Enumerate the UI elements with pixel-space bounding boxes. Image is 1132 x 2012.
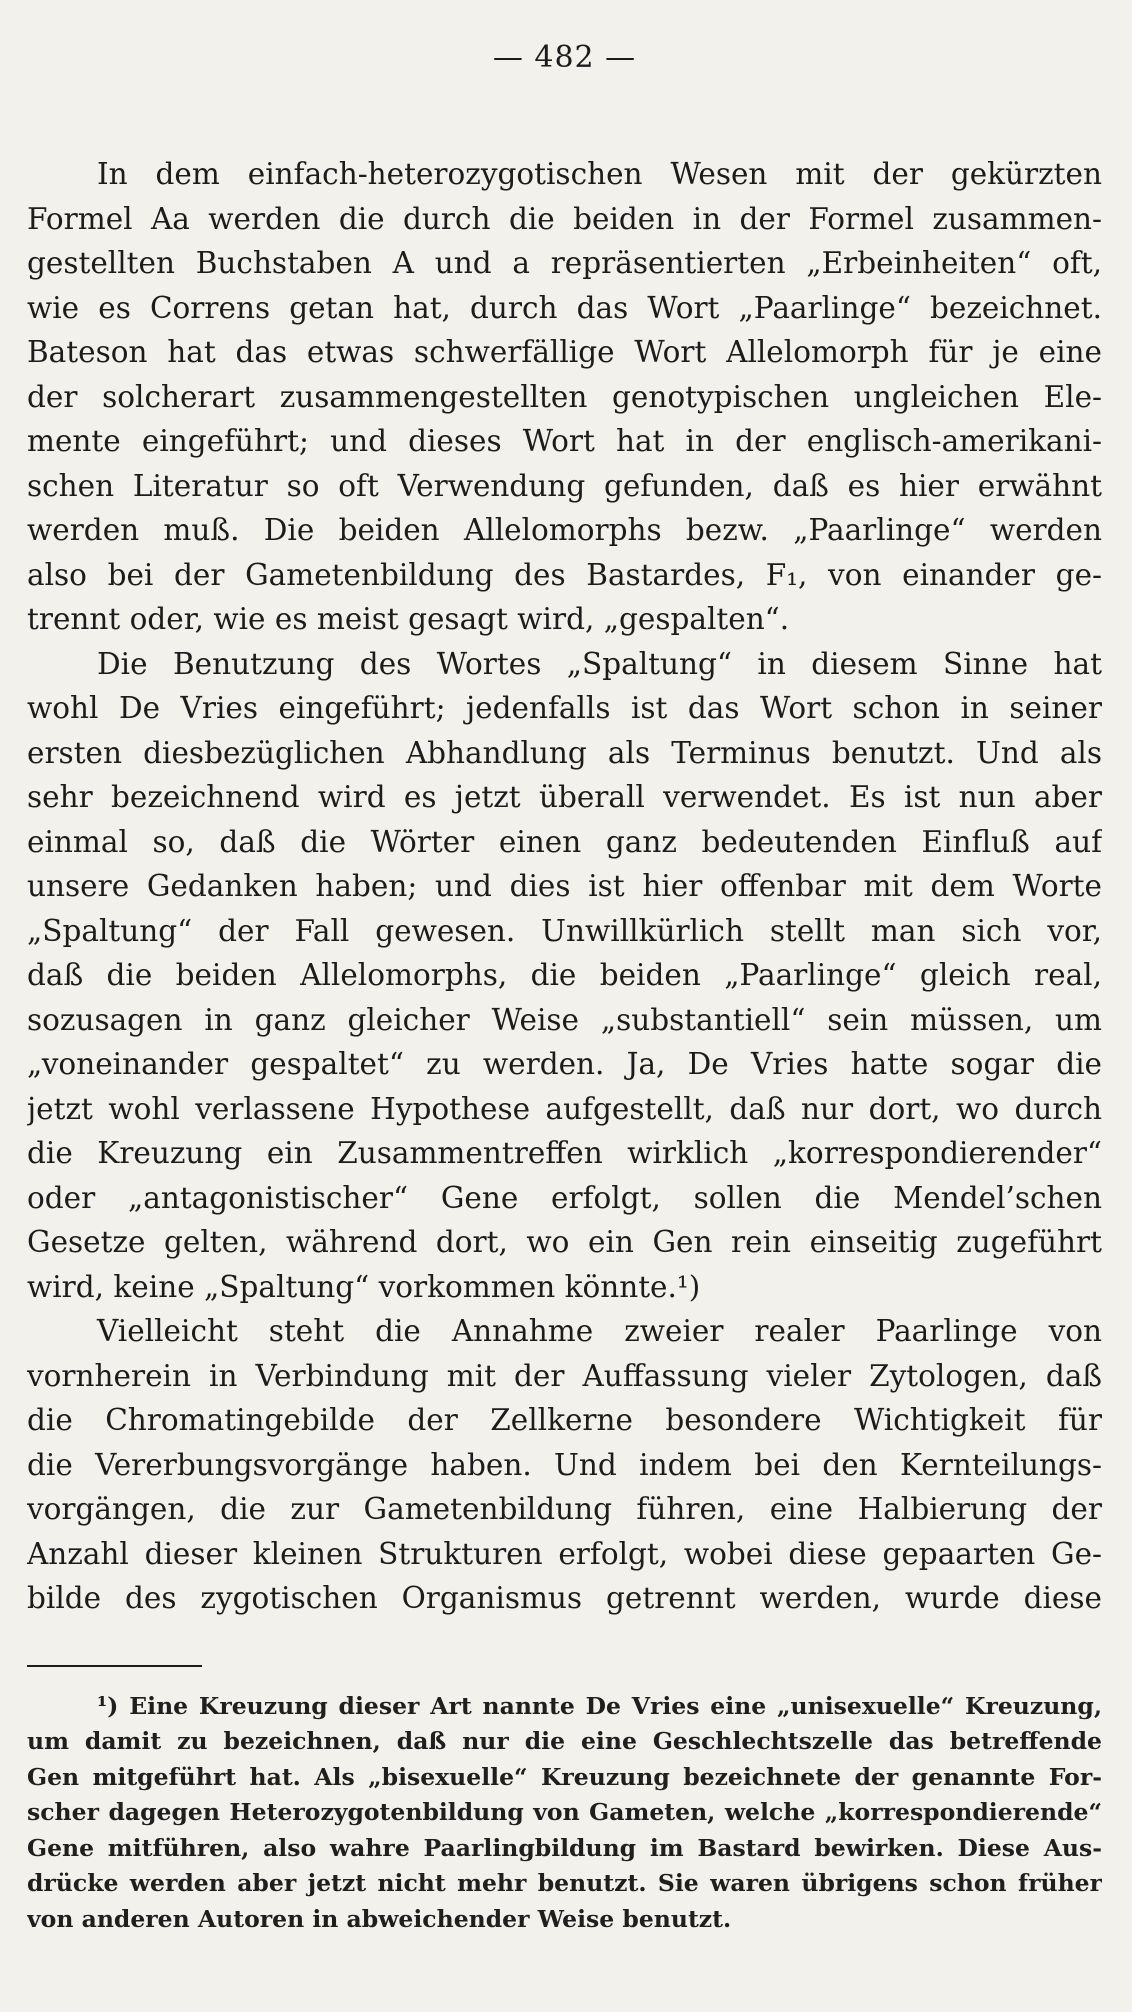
- footnote: [27, 1689, 1102, 1938]
- text-line: oder „antagonistischer“ Gene erfolgt, sollen die Mendel’schen: [27, 1180, 1102, 1215]
- text-line: sehr bezeichnend wird es jetzt überall verwendet. Es ist nun aber: [27, 780, 1102, 814]
- text-line: In dem einfach-heterozygotischen Wesen mit der gekürzten: [97, 157, 1102, 191]
- text-line: unsere Gedanken haben; und dies ist hier offenbar mit dem Worte: [27, 869, 1102, 903]
- text-line: gestellten Buchstaben A und a repräsentierten „Erbeinheiten“ oft,: [27, 246, 1102, 280]
- text-line: wie es Correns getan hat, durch das Wort „Paarlinge“ bezeichnet.: [27, 290, 1102, 325]
- text-line: schen Literatur so oft Verwendung gefunden, daß es hier erwähnt: [27, 468, 1102, 503]
- text-line: Bateson hat das etwas schwerfällige Wort Allelomorph für je eine: [27, 335, 1102, 369]
- text-line: der solcherart zusammengestellten genotypischen ungleichen Ele-: [27, 379, 1102, 414]
- text-line: bilde des zygotischen Organismus getrennt werden, wurde diese: [27, 1581, 1102, 1615]
- text-line: die Vererbungsvorgänge haben. Und indem bei den Kernteilungs-: [27, 1447, 1102, 1482]
- text-line: Vielleicht steht die Annahme zweier realer Paarlinge von: [97, 1314, 1102, 1348]
- text-line: Die Benutzung des Wortes „Spaltung“ in diesem Sinne hat: [97, 646, 1102, 681]
- footnote-line: scher dagegen Heterozygotenbildung von Gameten, welche „korrespondierende“: [27, 1798, 1102, 1826]
- text-line: „voneinander gespaltet“ zu werden. Ja, De Vries hatte sogar die: [27, 1047, 1102, 1081]
- text-line: Gesetze gelten, während dort, wo ein Gen rein einseitig zugeführt: [27, 1225, 1102, 1259]
- text-line: einmal so, daß die Wörter einen ganz bedeutenden Einfluß auf: [27, 824, 1102, 859]
- footnote-line: drücke werden aber jetzt nicht mehr benutzt. Sie waren übrigens schon früher: [27, 1869, 1102, 1897]
- text-line: wird, keine „Spaltung“ vorkommen könnte.¹): [27, 1269, 701, 1304]
- text-line: also bei der Gametenbildung des Bastardes, F₁, von einander ge-: [27, 557, 1102, 592]
- footnote-line: ¹) Eine Kreuzung dieser Art nannte De Vries eine „unisexuelle“ Kreuzung,: [97, 1691, 1102, 1720]
- footnote-line: Gen mitgeführt hat. Als „bisexuelle“ Kreuzung bezeichnete der genannte For-: [27, 1762, 1102, 1791]
- footnote-line: um damit zu bezeichnen, daß nur die eine Geschlechtszelle das betreffende: [27, 1727, 1102, 1755]
- footnote-line: von anderen Autoren in abweichender Weise benutzt.: [27, 1904, 732, 1933]
- body-text: [27, 152, 1102, 1621]
- text-line: jetzt wohl verlassene Hypothese aufgestellt, daß nur dort, wo durch: [27, 1091, 1102, 1126]
- text-line: die Chromatingebilde der Zellkerne besondere Wichtigkeit für: [27, 1403, 1102, 1437]
- text-line: Formel Aa werden die durch die beiden in der Formel zusammen-: [27, 201, 1102, 236]
- page-number: — 482 —: [492, 40, 637, 75]
- text-line: die Kreuzung ein Zusammentreffen wirklich „korrespondierender“: [27, 1136, 1102, 1170]
- text-line: „Spaltung“ der Fall gewesen. Unwillkürlich stellt man sich vor,: [27, 913, 1102, 948]
- text-line: Anzahl dieser kleinen Strukturen erfolgt, wobei diese gepaarten Ge-: [27, 1536, 1102, 1571]
- text-line: daß die beiden Allelomorphs, die beiden „Paarlinge“ gleich real,: [27, 958, 1102, 992]
- text-line: wohl De Vries eingeführt; jedenfalls ist das Wort schon in seiner: [27, 691, 1102, 725]
- text-line: werden muß. Die beiden Allelomorphs bezw. „Paarlinge“ werden: [27, 513, 1102, 547]
- text-line: mente eingeführt; und dieses Wort hat in der englisch-amerikani-: [27, 424, 1102, 458]
- text-line: sozusagen in ganz gleicher Weise „substantiell“ sein müssen, um: [27, 1002, 1102, 1037]
- text-line: ersten diesbezüglichen Abhandlung als Terminus benutzt. Und als: [27, 735, 1102, 770]
- text-line: trennt oder, wie es meist gesagt wird, „gespalten“.: [27, 602, 790, 636]
- text-line: vorgängen, die zur Gametenbildung führen, eine Halbierung der: [27, 1492, 1102, 1526]
- footnote-divider: [27, 1665, 202, 1667]
- text-line: vornherein in Verbindung mit der Auffassung vieler Zytologen, daß: [27, 1358, 1102, 1393]
- footnote-line: Gene mitführen, also wahre Paarlingbildung im Bastard bewirken. Diese Aus-: [27, 1833, 1102, 1862]
